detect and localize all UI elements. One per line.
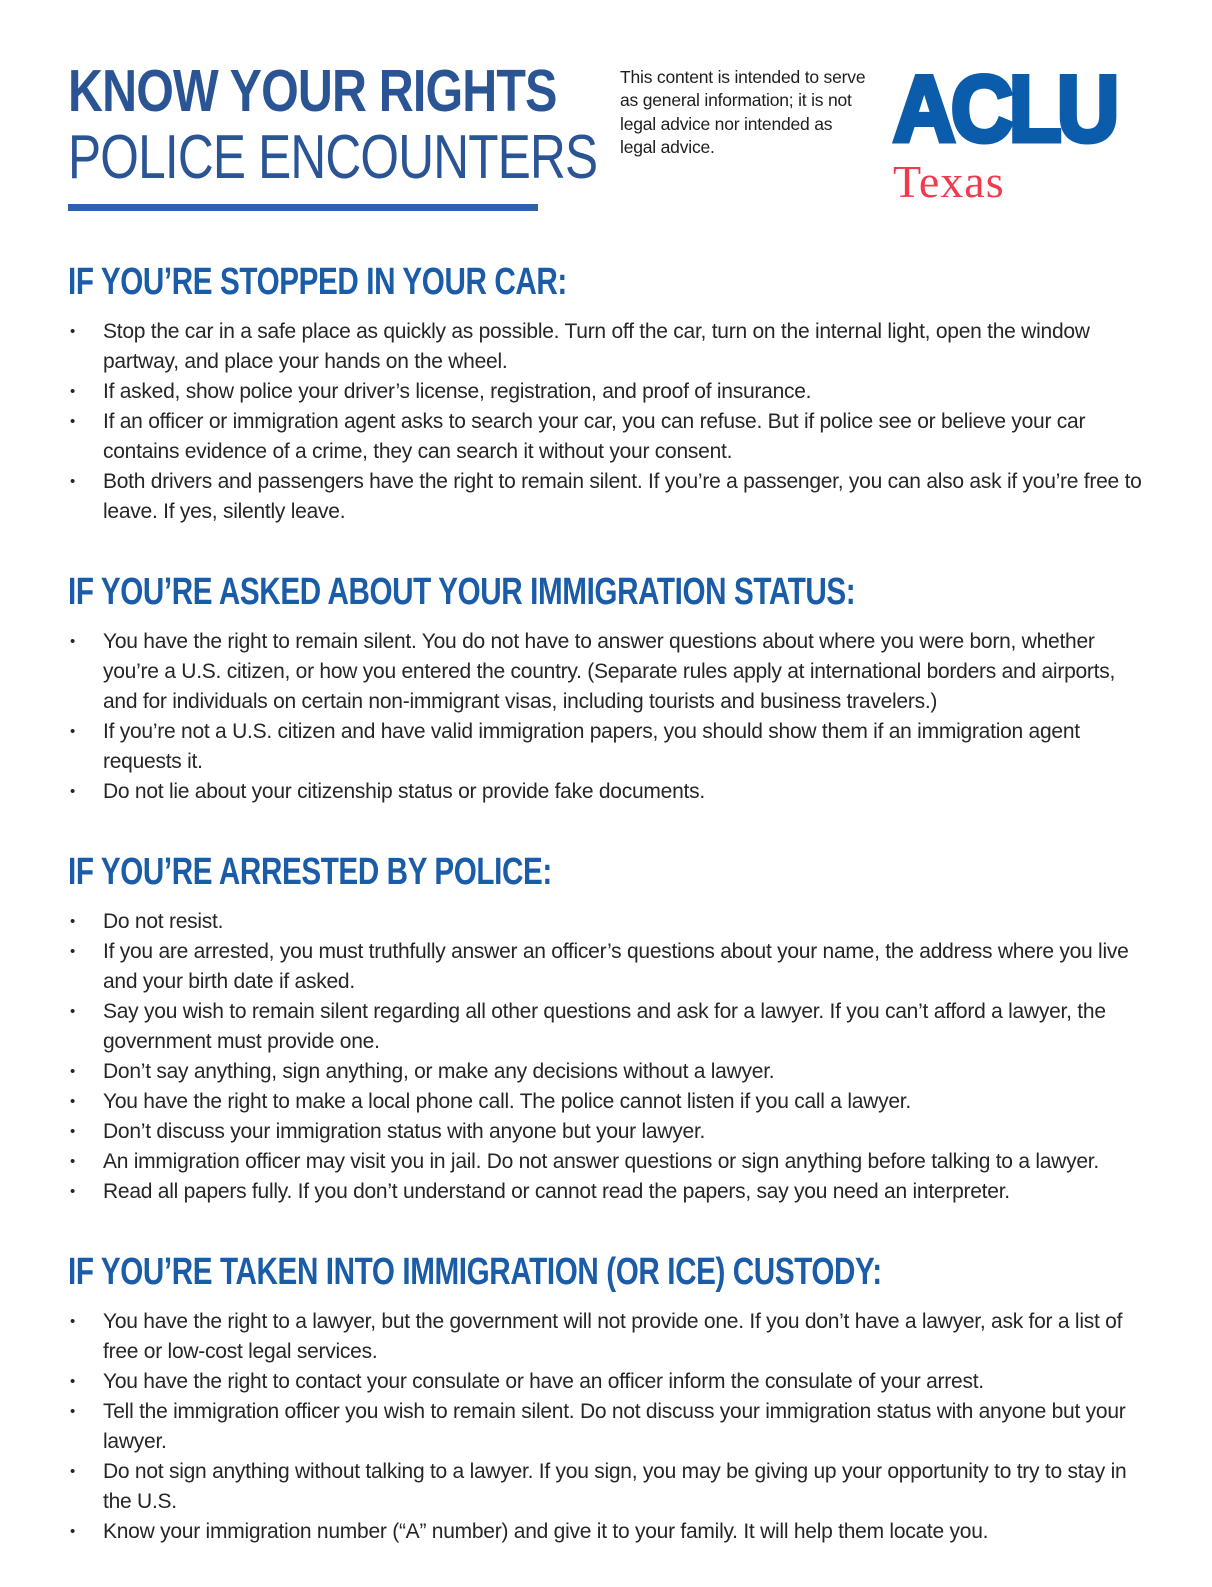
bullet-marker-icon: • — [70, 633, 76, 650]
bullet-item — [68, 777, 1148, 807]
bullet-item — [68, 1147, 1148, 1177]
bullet-text: Know your immigration number (“A” number) and give it to your family. It will help them locate you. — [103, 1520, 989, 1543]
bullet-text: You have the right to a lawyer, but the government will not provide one. If you don’t have a lawyer, ask for a list of free or low-cost legal services. — [103, 1310, 1123, 1363]
bullet-marker-icon: • — [70, 943, 76, 960]
bullet-text: Say you wish to remain silent regarding all other questions and ask for a lawyer. If you can’t afford a lawyer, the government must provide one. — [103, 1000, 1106, 1053]
bullet-item — [68, 627, 1148, 717]
section — [68, 573, 1148, 807]
bullet-text: Do not lie about your citizenship status or provide fake documents. — [103, 780, 705, 803]
section — [68, 1253, 1148, 1547]
bullet-item — [68, 1087, 1148, 1117]
bullet-list — [68, 1307, 1148, 1547]
bullet-item — [68, 717, 1148, 777]
bullet-item — [68, 407, 1148, 467]
bullet-text: Don’t discuss your immigration status with anyone but your lawyer. — [103, 1120, 706, 1143]
bullet-text: If you’re not a U.S. citizen and have valid immigration papers, you should show them if an immigration agent requests it. — [103, 720, 1080, 773]
bullet-marker-icon: • — [70, 913, 76, 930]
bullet-marker-icon: • — [70, 1153, 76, 1170]
bullet-marker-icon: • — [70, 1123, 76, 1140]
bullet-item — [68, 907, 1148, 937]
bullet-text: Do not resist. — [103, 910, 224, 933]
page-subtitle: POLICE ENCOUNTERS — [68, 123, 598, 192]
bullet-marker-icon: • — [70, 1003, 76, 1020]
bullet-marker-icon: • — [70, 1183, 76, 1200]
section-heading: IF YOU’RE TAKEN INTO IMMIGRATION (OR ICE) CUSTODY: — [68, 1251, 882, 1293]
bullet-marker-icon: • — [70, 473, 76, 490]
bullet-marker-icon: • — [70, 1313, 76, 1330]
bullet-item — [68, 317, 1148, 377]
title-block — [68, 58, 598, 211]
bullet-text: If an officer or immigration agent asks to search your car, you can refuse. But if police see or believe your car contains evidence of a crime, they can search it without your consent. — [103, 410, 1086, 463]
aclu-texas-logo — [893, 56, 1148, 208]
bullet-text: Read all papers fully. If you don’t understand or cannot read the papers, say you need an interpreter. — [103, 1180, 1010, 1203]
bullet-marker-icon: • — [70, 1523, 76, 1540]
bullet-text: You have the right to remain silent. You do not have to answer questions about where you were born, whether you’re a U.S. citizen, or how you entered the country. (Separate rules apply at international borders and airports, and for individuals on certain non-immigrant visas, including tourists and business travelers.) — [103, 630, 1116, 713]
section-heading: IF YOU’RE STOPPED IN YOUR CAR: — [68, 261, 567, 303]
disclaimer-text: This content is intended to serve as general information; it is not legal advice nor intended as legal advice. — [620, 67, 866, 157]
bullet-item — [68, 937, 1148, 997]
bullet-marker-icon: • — [70, 1093, 76, 1110]
bullet-list — [68, 317, 1148, 527]
bullet-item — [68, 1397, 1148, 1457]
bullet-marker-icon: • — [70, 383, 76, 400]
bullet-text: Stop the car in a safe place as quickly as possible. Turn off the car, turn on the internal light, open the window partway, and place your hands on the wheel. — [103, 320, 1090, 373]
bullet-item — [68, 1307, 1148, 1367]
bullet-marker-icon: • — [70, 1463, 76, 1480]
section — [68, 263, 1148, 527]
bullet-marker-icon: • — [70, 1373, 76, 1390]
bullet-item — [68, 377, 1148, 407]
section — [68, 853, 1148, 1207]
bullet-item — [68, 1367, 1148, 1397]
bullet-marker-icon: • — [70, 783, 76, 800]
header — [68, 56, 1148, 211]
bullet-marker-icon: • — [70, 723, 76, 740]
section-heading: IF YOU’RE ASKED ABOUT YOUR IMMIGRATION STATUS: — [68, 571, 856, 613]
bullet-text: An immigration officer may visit you in jail. Do not answer questions or sign anything before talking to a lawyer. — [103, 1150, 1099, 1173]
aclu-affiliate-label: Texas — [893, 156, 1005, 208]
title-underline-rule — [68, 204, 538, 211]
bullet-marker-icon: • — [70, 1403, 76, 1420]
bullet-text: Don’t say anything, sign anything, or make any decisions without a lawyer. — [103, 1060, 775, 1083]
bullet-list — [68, 907, 1148, 1207]
bullet-item — [68, 1117, 1148, 1147]
bullet-list — [68, 627, 1148, 807]
section-heading: IF YOU’RE ARRESTED BY POLICE: — [68, 851, 552, 893]
bullet-marker-icon: • — [70, 1063, 76, 1080]
bullet-item — [68, 1517, 1148, 1547]
sections-container — [68, 263, 1148, 1547]
bullet-item — [68, 1057, 1148, 1087]
bullet-marker-icon: • — [70, 413, 76, 430]
bullet-text: Tell the immigration officer you wish to remain silent. Do not discuss your immigration status with anyone but your lawyer. — [103, 1400, 1126, 1453]
page-title: KNOW YOUR RIGHTS — [68, 58, 557, 124]
bullet-item — [68, 1177, 1148, 1207]
bullet-text: You have the right to make a local phone call. The police cannot listen if you call a lawyer. — [103, 1090, 911, 1113]
bullet-item — [68, 997, 1148, 1057]
bullet-item — [68, 467, 1148, 527]
bullet-text: If you are arrested, you must truthfully answer an officer’s questions about your name, the address where you live and your birth date if asked. — [103, 940, 1129, 993]
bullet-text: Do not sign anything without talking to a lawyer. If you sign, you may be giving up your opportunity to try to stay in the U.S. — [103, 1460, 1127, 1513]
bullet-item — [68, 1457, 1148, 1517]
bullet-marker-icon: • — [70, 323, 76, 340]
bullet-text: If asked, show police your driver’s license, registration, and proof of insurance. — [103, 380, 812, 403]
bullet-text: Both drivers and passengers have the right to remain silent. If you’re a passenger, you can also ask if you’re free to leave. If yes, silently leave. — [103, 470, 1142, 523]
bullet-text: You have the right to contact your consulate or have an officer inform the consulate of your arrest. — [103, 1370, 984, 1393]
aclu-wordmark: ACLU — [893, 56, 1115, 161]
